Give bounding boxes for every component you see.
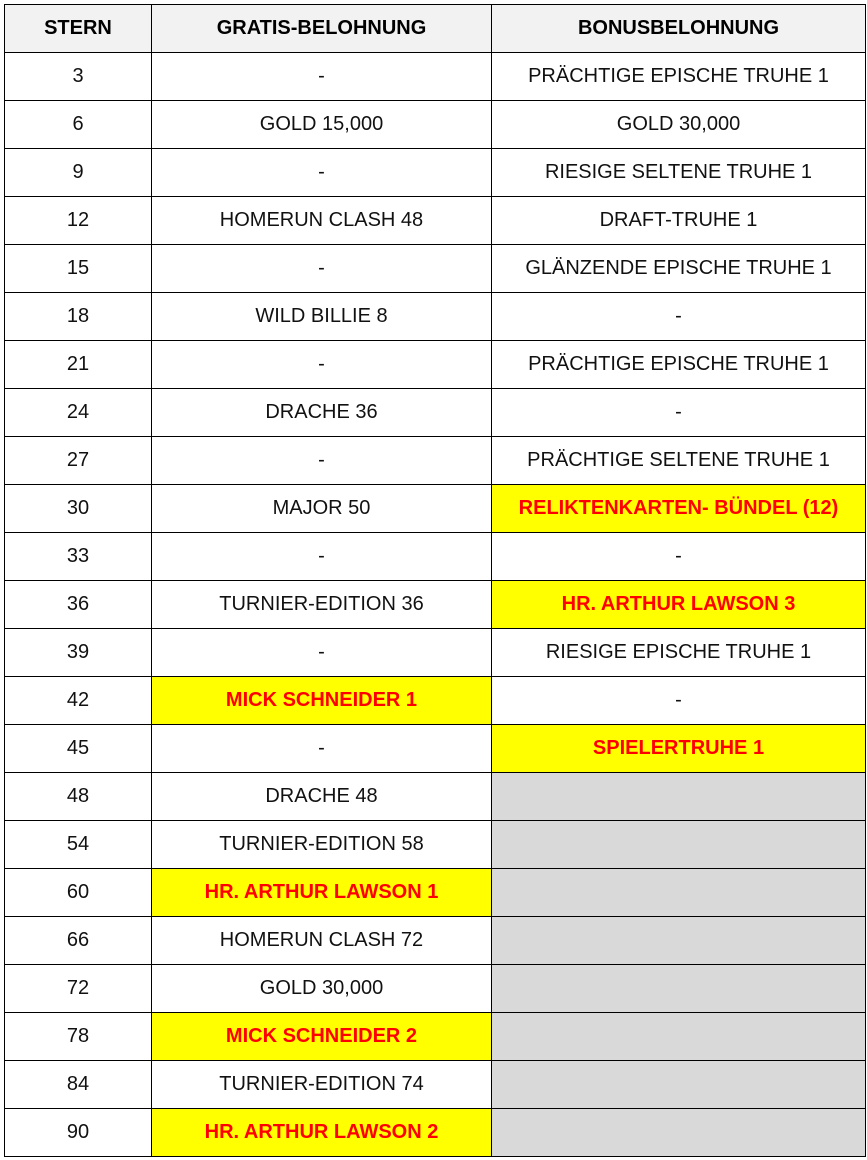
bonus-reward-cell: PRÄCHTIGE SELTENE TRUHE 1 [492,437,866,485]
empty-bonus-cell [492,1013,866,1061]
bonus-reward-cell: SPIELERTRUHE 1 [492,725,866,773]
free-reward-cell: - [152,725,492,773]
free-reward-cell: - [152,245,492,293]
reward-table [4,4,866,1157]
table-row [5,341,866,389]
header-row [5,5,866,53]
table-row [5,389,866,437]
star-cell: 90 [5,1109,152,1157]
free-reward-cell: TURNIER-EDITION 74 [152,1061,492,1109]
free-reward-cell: - [152,437,492,485]
reward-table-container [4,4,866,1157]
star-cell: 9 [5,149,152,197]
table-row [5,53,866,101]
table-row [5,773,866,821]
star-cell: 45 [5,725,152,773]
star-cell: 33 [5,533,152,581]
free-reward-cell: - [152,53,492,101]
table-row [5,677,866,725]
bonus-reward-cell: - [492,293,866,341]
bonus-reward-cell: HR. ARTHUR LAWSON 3 [492,581,866,629]
table-row [5,581,866,629]
star-cell: 39 [5,629,152,677]
star-cell: 30 [5,485,152,533]
star-cell: 60 [5,869,152,917]
star-cell: 24 [5,389,152,437]
table-row [5,725,866,773]
star-cell: 72 [5,965,152,1013]
table-row [5,869,866,917]
star-cell: 27 [5,437,152,485]
empty-bonus-cell [492,965,866,1013]
star-column-header: STERN [5,5,152,53]
free-reward-cell: - [152,629,492,677]
empty-bonus-cell [492,773,866,821]
bonus-reward-cell: - [492,533,866,581]
table-row [5,149,866,197]
star-cell: 78 [5,1013,152,1061]
bonus-reward-cell: RIESIGE SELTENE TRUHE 1 [492,149,866,197]
table-row [5,629,866,677]
table-row [5,245,866,293]
free-reward-cell: - [152,149,492,197]
empty-bonus-cell [492,917,866,965]
free-reward-column-header: GRATIS-BELOHNUNG [152,5,492,53]
free-reward-cell: DRACHE 36 [152,389,492,437]
table-row [5,821,866,869]
bonus-reward-cell: - [492,389,866,437]
free-reward-cell: - [152,341,492,389]
free-reward-cell: DRACHE 48 [152,773,492,821]
free-reward-cell: MICK SCHNEIDER 1 [152,677,492,725]
table-row [5,1013,866,1061]
bonus-reward-cell: DRAFT-TRUHE 1 [492,197,866,245]
bonus-reward-cell: RIESIGE EPISCHE TRUHE 1 [492,629,866,677]
empty-bonus-cell [492,821,866,869]
table-row [5,533,866,581]
table-row [5,101,866,149]
star-cell: 48 [5,773,152,821]
empty-bonus-cell [492,1109,866,1157]
empty-bonus-cell [492,1061,866,1109]
star-cell: 84 [5,1061,152,1109]
table-row [5,437,866,485]
star-cell: 15 [5,245,152,293]
free-reward-cell: - [152,533,492,581]
free-reward-cell: TURNIER-EDITION 36 [152,581,492,629]
table-row [5,293,866,341]
free-reward-cell: HR. ARTHUR LAWSON 2 [152,1109,492,1157]
free-reward-cell: WILD BILLIE 8 [152,293,492,341]
table-row [5,917,866,965]
star-cell: 12 [5,197,152,245]
bonus-reward-column-header: BONUSBELOHNUNG [492,5,866,53]
star-cell: 21 [5,341,152,389]
reward-table-header [5,5,866,53]
bonus-reward-cell: PRÄCHTIGE EPISCHE TRUHE 1 [492,53,866,101]
bonus-reward-cell: - [492,677,866,725]
free-reward-cell: GOLD 15,000 [152,101,492,149]
bonus-reward-cell: GOLD 30,000 [492,101,866,149]
free-reward-cell: HOMERUN CLASH 48 [152,197,492,245]
star-cell: 66 [5,917,152,965]
bonus-reward-cell: RELIKTENKARTEN- BÜNDEL (12) [492,485,866,533]
table-row [5,197,866,245]
table-row [5,1109,866,1157]
star-cell: 42 [5,677,152,725]
bonus-reward-cell: GLÄNZENDE EPISCHE TRUHE 1 [492,245,866,293]
free-reward-cell: HOMERUN CLASH 72 [152,917,492,965]
empty-bonus-cell [492,869,866,917]
reward-table-body [5,53,866,1157]
free-reward-cell: MAJOR 50 [152,485,492,533]
star-cell: 3 [5,53,152,101]
star-cell: 6 [5,101,152,149]
star-cell: 36 [5,581,152,629]
star-cell: 18 [5,293,152,341]
free-reward-cell: GOLD 30,000 [152,965,492,1013]
table-row [5,485,866,533]
star-cell: 54 [5,821,152,869]
free-reward-cell: HR. ARTHUR LAWSON 1 [152,869,492,917]
table-row [5,1061,866,1109]
table-row [5,965,866,1013]
free-reward-cell: MICK SCHNEIDER 2 [152,1013,492,1061]
free-reward-cell: TURNIER-EDITION 58 [152,821,492,869]
bonus-reward-cell: PRÄCHTIGE EPISCHE TRUHE 1 [492,341,866,389]
